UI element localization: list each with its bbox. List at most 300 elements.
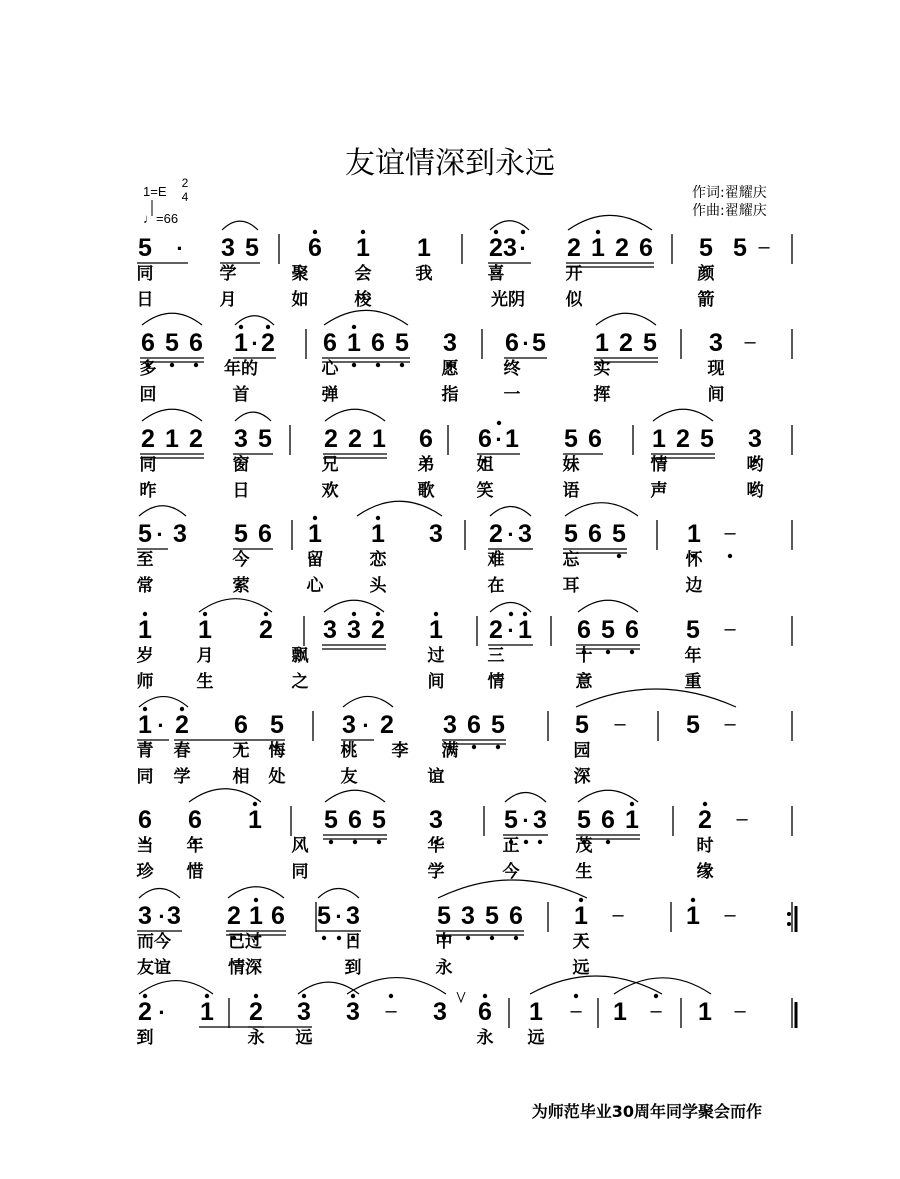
lyric-2: 笑 bbox=[476, 481, 494, 501]
lyric-2: 惜 bbox=[186, 862, 204, 882]
note: 2 bbox=[615, 234, 629, 262]
lyric-1: 终 bbox=[503, 359, 521, 379]
sustain-dash: – bbox=[724, 618, 736, 640]
dot-mark: · bbox=[522, 331, 530, 356]
lyric-2: 耳 bbox=[562, 576, 580, 596]
slur bbox=[568, 215, 652, 230]
sustain-dash: – bbox=[734, 1000, 746, 1022]
note: 1 bbox=[652, 425, 666, 453]
low-octave-dot bbox=[194, 363, 198, 367]
low-octave-dot bbox=[606, 840, 610, 844]
note: 5 bbox=[485, 902, 499, 930]
note: 6 bbox=[505, 329, 519, 357]
dot-mark: · bbox=[158, 1000, 166, 1025]
lyric-1: 春 bbox=[173, 741, 191, 761]
note: 6 bbox=[188, 806, 202, 834]
lyric-2: 师 bbox=[136, 672, 154, 692]
lyric-2: 如 bbox=[291, 290, 309, 310]
slur bbox=[490, 507, 531, 516]
low-octave-dot bbox=[337, 936, 341, 940]
note: 1 bbox=[372, 425, 386, 453]
note: 5 bbox=[491, 711, 505, 739]
low-octave-dot bbox=[617, 554, 621, 558]
lyric-1: 园 bbox=[573, 741, 591, 761]
lyric-1: 会 bbox=[354, 264, 372, 284]
dot-mark: · bbox=[507, 618, 515, 643]
dot-mark: · bbox=[158, 904, 166, 929]
lyric-1: 年 bbox=[684, 646, 702, 666]
slur bbox=[228, 887, 284, 898]
note: 6 bbox=[588, 425, 602, 453]
note: 6 bbox=[138, 806, 152, 834]
lyric-2: 情深 bbox=[228, 958, 262, 978]
note: 2 bbox=[489, 520, 503, 548]
low-octave-dot bbox=[728, 554, 732, 558]
note: 6 bbox=[271, 902, 285, 930]
note: 5 bbox=[699, 234, 713, 262]
slur bbox=[139, 889, 180, 898]
lyric-1: 无 bbox=[232, 741, 250, 761]
note: 6 bbox=[509, 902, 523, 930]
low-octave-dot bbox=[630, 650, 634, 654]
lyric-2: 在 bbox=[487, 576, 505, 596]
lyric-1: 青 bbox=[136, 741, 154, 761]
slur bbox=[325, 409, 385, 421]
high-octave-dot bbox=[509, 612, 513, 616]
note: 2 bbox=[489, 234, 503, 262]
lyric-2: 情 bbox=[487, 672, 505, 692]
slur bbox=[139, 506, 186, 516]
lyric-2: 指 bbox=[441, 385, 459, 405]
note: 3 bbox=[533, 806, 547, 834]
slur bbox=[139, 981, 213, 994]
note: 5 bbox=[437, 902, 451, 930]
lyric-2: 光阴 bbox=[491, 290, 525, 310]
low-octave-dot bbox=[400, 363, 404, 367]
note: 6 bbox=[141, 329, 155, 357]
low-octave-dot bbox=[352, 363, 356, 367]
lyric-2: 常 bbox=[136, 576, 154, 596]
lyric-1: 李 bbox=[391, 741, 409, 761]
dot-mark: · bbox=[156, 522, 164, 547]
note: 2 bbox=[489, 616, 503, 644]
lyric-2: 珍 bbox=[136, 862, 154, 882]
note: 5 bbox=[564, 425, 578, 453]
dot-mark: · bbox=[251, 331, 259, 356]
lyric-2: 首 bbox=[232, 385, 250, 405]
note: 3 bbox=[748, 425, 762, 453]
note: 1 bbox=[505, 425, 519, 453]
low-octave-dot bbox=[170, 363, 174, 367]
low-octave-dot bbox=[376, 363, 380, 367]
note: 1 bbox=[234, 329, 248, 357]
sustain-dash: – bbox=[744, 331, 756, 353]
lyric-2: 歌 bbox=[417, 481, 435, 501]
lyric-1: 留 bbox=[306, 550, 324, 570]
note: 1 bbox=[308, 520, 322, 548]
lyric-1: 远 bbox=[295, 1028, 313, 1048]
lyric-2: 箭 bbox=[697, 290, 715, 310]
dot-mark: · bbox=[519, 236, 527, 261]
note: 6 bbox=[577, 616, 591, 644]
note: 3 bbox=[323, 616, 337, 644]
note: 2 bbox=[138, 998, 152, 1026]
note: 6 bbox=[478, 998, 492, 1026]
note: 5 bbox=[395, 329, 409, 357]
note: 2 bbox=[371, 616, 385, 644]
dot-mark: · bbox=[495, 427, 503, 452]
lyric-2: 友 bbox=[340, 767, 358, 787]
note: 1 bbox=[687, 520, 701, 548]
high-octave-dot bbox=[389, 994, 393, 998]
slur bbox=[530, 976, 662, 994]
note: 3 bbox=[443, 711, 457, 739]
note: 3 bbox=[429, 806, 443, 834]
slur bbox=[490, 221, 529, 230]
lyric-1: 姐 bbox=[476, 455, 494, 475]
lyric-1: 兄 bbox=[321, 455, 339, 475]
lyric-2: 语 bbox=[562, 481, 580, 501]
lyric-2: 学 bbox=[427, 862, 445, 882]
note: 1 bbox=[200, 998, 214, 1026]
note: 6 bbox=[467, 711, 481, 739]
note: 1 bbox=[371, 520, 385, 548]
note: 1 bbox=[198, 616, 212, 644]
note: 1 bbox=[417, 234, 431, 262]
note: 2 bbox=[189, 425, 203, 453]
slur bbox=[324, 600, 384, 612]
lyric-1: 正 bbox=[502, 836, 520, 856]
lyric-1: 日 bbox=[344, 932, 362, 952]
lyric-1: 风 bbox=[291, 836, 309, 856]
slur bbox=[578, 790, 638, 802]
lyric-1: 华 bbox=[427, 836, 445, 856]
note: 2 bbox=[348, 425, 362, 453]
slur bbox=[357, 501, 442, 516]
lyric-2: 日 bbox=[232, 481, 250, 501]
note: 1 bbox=[138, 711, 152, 739]
slur bbox=[199, 599, 272, 612]
lyric-1: 弟 bbox=[417, 455, 435, 475]
lyric-1: 同 bbox=[139, 455, 157, 475]
lyric-2: 生 bbox=[196, 672, 214, 692]
lyric-2: 欢 bbox=[321, 481, 339, 501]
note: 6 bbox=[601, 806, 615, 834]
repeat-dot bbox=[787, 912, 791, 916]
slur bbox=[565, 503, 638, 516]
low-octave-dot bbox=[472, 745, 476, 749]
note: 6 bbox=[348, 806, 362, 834]
lyric-2: 昨 bbox=[139, 481, 157, 501]
lyric-2: 哟 bbox=[746, 481, 764, 501]
lyric-1: 悔 bbox=[268, 741, 286, 761]
tempo-value: =66 bbox=[156, 211, 179, 226]
note: 1 bbox=[248, 806, 262, 834]
lyric-1: 年 bbox=[186, 836, 204, 856]
lyric-2: 谊 bbox=[427, 767, 445, 787]
note: 5 bbox=[138, 234, 152, 262]
lyric-1: 三 bbox=[487, 646, 505, 666]
lyric-1: 忘 bbox=[562, 550, 580, 570]
note: 3 bbox=[173, 520, 187, 548]
lyric-2: 日 bbox=[136, 290, 154, 310]
lyric-2: 弹 bbox=[321, 385, 339, 405]
lyric-1: 实 bbox=[593, 359, 611, 379]
note: 3 bbox=[433, 998, 447, 1026]
note: 6 bbox=[234, 711, 248, 739]
note: 5 bbox=[700, 425, 714, 453]
lyric-1: 恋 bbox=[369, 550, 387, 570]
low-octave-dot bbox=[322, 936, 326, 940]
note: 1 bbox=[591, 234, 605, 262]
note: 5 bbox=[138, 520, 152, 548]
note: 6 bbox=[323, 329, 337, 357]
dot-mark: · bbox=[157, 713, 165, 738]
note: 2 bbox=[698, 806, 712, 834]
note: 3 bbox=[342, 711, 356, 739]
low-octave-dot bbox=[353, 840, 357, 844]
time-signature-bottom: 4 bbox=[181, 190, 189, 204]
note: 1 bbox=[625, 806, 639, 834]
slur bbox=[324, 310, 408, 325]
lyric-2: 回 bbox=[139, 385, 157, 405]
lyric-1: 远 bbox=[527, 1028, 545, 1048]
lyric-1: 妹 bbox=[562, 455, 580, 475]
low-octave-dot bbox=[496, 745, 500, 749]
note: 5 bbox=[317, 902, 331, 930]
low-octave-dot bbox=[466, 936, 470, 940]
lyricist-credit: 作词:翟耀庆 bbox=[692, 185, 767, 201]
note: 5 bbox=[258, 425, 272, 453]
lyric-2: 同 bbox=[136, 767, 154, 787]
note: 5 bbox=[575, 711, 589, 739]
lyric-1: 飘 bbox=[291, 646, 309, 666]
sustain-dash: – bbox=[385, 1000, 397, 1022]
note: 3 bbox=[461, 902, 475, 930]
sustain-dash: – bbox=[736, 808, 748, 830]
sustain-dash: – bbox=[650, 1000, 662, 1022]
dot-mark: · bbox=[507, 522, 515, 547]
note: 5 bbox=[504, 806, 518, 834]
note: 2 bbox=[249, 998, 263, 1026]
lyric-1: 愿 bbox=[441, 359, 459, 379]
lyric-2: 萦 bbox=[232, 576, 250, 596]
lyric-2: 缘 bbox=[696, 862, 714, 882]
lyric-2: 头 bbox=[369, 576, 387, 596]
lyric-2: 边 bbox=[685, 576, 703, 596]
slur bbox=[653, 409, 713, 421]
note: 5 bbox=[643, 329, 657, 357]
note: 5 bbox=[601, 616, 615, 644]
note: 2 bbox=[567, 234, 581, 262]
breath-mark bbox=[457, 992, 465, 1002]
low-octave-dot bbox=[538, 840, 542, 844]
dot-mark: · bbox=[335, 904, 343, 929]
sustain-dash: – bbox=[614, 713, 626, 735]
note: 6 bbox=[308, 234, 322, 262]
low-octave-dot bbox=[329, 840, 333, 844]
note: 1 bbox=[429, 616, 443, 644]
slur bbox=[222, 221, 258, 230]
note: 3 bbox=[503, 234, 517, 262]
lyric-1: 同 bbox=[136, 264, 154, 284]
sustain-dash: – bbox=[724, 904, 736, 926]
note: 3 bbox=[429, 520, 443, 548]
slur bbox=[576, 689, 736, 707]
lyric-2: 一 bbox=[503, 385, 521, 405]
lyric-1: 满 bbox=[441, 741, 459, 761]
note: 3 bbox=[234, 425, 248, 453]
lyric-1: 学 bbox=[219, 264, 237, 284]
note: 3 bbox=[518, 520, 532, 548]
note: 3 bbox=[346, 902, 360, 930]
lyric-1: 十 bbox=[575, 646, 593, 666]
lyric-1: 情 bbox=[650, 455, 668, 475]
note: 5 bbox=[577, 806, 591, 834]
note: 3 bbox=[297, 998, 311, 1026]
note: 5 bbox=[686, 711, 700, 739]
lyric-1: 我 bbox=[415, 264, 433, 284]
lyric-1: 哟 bbox=[746, 455, 764, 475]
slur bbox=[235, 316, 274, 325]
lyric-1: 过 bbox=[427, 646, 445, 666]
dot-mark: · bbox=[522, 808, 530, 833]
note: 5 bbox=[686, 616, 700, 644]
note: 6 bbox=[588, 520, 602, 548]
high-octave-dot bbox=[574, 994, 578, 998]
note: 5 bbox=[372, 806, 386, 834]
note: 2 bbox=[227, 902, 241, 930]
dot-mark: · bbox=[362, 713, 370, 738]
lyric-2: 心 bbox=[306, 576, 324, 596]
lyric-2: 意 bbox=[575, 672, 593, 692]
lyric-1: 岁 bbox=[136, 646, 154, 666]
key-signature: 1=E bbox=[143, 184, 167, 199]
lyric-2: 月 bbox=[219, 290, 237, 310]
slur bbox=[235, 412, 271, 421]
note: 3 bbox=[347, 616, 361, 644]
note: 5 bbox=[165, 329, 179, 357]
note: 1 bbox=[595, 329, 609, 357]
note: 3 bbox=[709, 329, 723, 357]
low-octave-dot bbox=[377, 840, 381, 844]
high-octave-dot bbox=[654, 994, 658, 998]
lyric-2: 间 bbox=[707, 385, 725, 405]
note: 6 bbox=[258, 520, 272, 548]
note: 6 bbox=[371, 329, 385, 357]
lyric-1: 年的 bbox=[224, 359, 258, 379]
lyric-1: 怀 bbox=[685, 550, 703, 570]
time-signature-top: 2 bbox=[181, 176, 189, 190]
high-octave-dot bbox=[497, 421, 501, 425]
note: 5 bbox=[733, 234, 747, 262]
lyric-1: 心 bbox=[321, 359, 339, 379]
note: 5 bbox=[324, 806, 338, 834]
lyric-1: 颜 bbox=[697, 264, 715, 284]
lyric-1: 难 bbox=[487, 550, 505, 570]
lyric-1: 至 bbox=[136, 550, 154, 570]
note: 1 bbox=[347, 329, 361, 357]
lyric-1: 天 bbox=[572, 932, 590, 952]
note: 1 bbox=[698, 998, 712, 1026]
lyric-2: 到 bbox=[344, 958, 362, 978]
lyric-1: 永 bbox=[476, 1028, 494, 1048]
lyric-1: 时 bbox=[696, 836, 714, 856]
lyric-1: 月 bbox=[196, 646, 214, 666]
lyric-1: 永 bbox=[247, 1028, 265, 1048]
note: 1 bbox=[686, 902, 700, 930]
note: 3 bbox=[346, 998, 360, 1026]
note: 2 bbox=[261, 329, 275, 357]
note: 6 bbox=[625, 616, 639, 644]
lyric-2: 之 bbox=[291, 672, 309, 692]
dedication-footer: 为师范毕业30周年同学聚会而作 bbox=[531, 1102, 762, 1121]
note: 1 bbox=[529, 998, 543, 1026]
note: 2 bbox=[324, 425, 338, 453]
note: 3 bbox=[221, 234, 235, 262]
lyric-2: 生 bbox=[575, 862, 593, 882]
lyric-1: 到 bbox=[136, 1028, 154, 1048]
lyric-1: 中 bbox=[435, 932, 453, 952]
sustain-dash: – bbox=[724, 522, 736, 544]
note: 1 bbox=[356, 234, 370, 262]
lyric-1: 今 bbox=[232, 550, 250, 570]
slur bbox=[189, 789, 261, 802]
lyric-1: 多 bbox=[139, 359, 157, 379]
composer-credit: 作曲:翟耀庆 bbox=[692, 203, 767, 219]
lyric-1: 桃 bbox=[340, 741, 358, 761]
lyric-1: 已过 bbox=[228, 932, 262, 952]
note: 2 bbox=[175, 711, 189, 739]
lyric-1: 现 bbox=[707, 359, 725, 379]
lyric-1: 喜 bbox=[487, 264, 505, 284]
slur bbox=[490, 603, 531, 612]
note: 1 bbox=[138, 616, 152, 644]
sustain-dash: – bbox=[724, 713, 736, 735]
note: 5 bbox=[564, 520, 578, 548]
low-octave-dot bbox=[490, 936, 494, 940]
sustain-dash: – bbox=[612, 904, 624, 926]
note: 6 bbox=[639, 234, 653, 262]
lyric-2: 同 bbox=[291, 862, 309, 882]
lyric-2: 重 bbox=[684, 672, 702, 692]
note: 1 bbox=[249, 902, 263, 930]
note: 5 bbox=[612, 520, 626, 548]
dot-mark: · bbox=[176, 236, 184, 261]
note: 5 bbox=[245, 234, 259, 262]
note: 2 bbox=[259, 616, 273, 644]
high-octave-dot bbox=[521, 230, 525, 234]
lyric-1: 聚 bbox=[291, 264, 309, 284]
repeat-dot bbox=[787, 922, 791, 926]
note: 1 bbox=[574, 902, 588, 930]
lyric-2: 远 bbox=[572, 958, 590, 978]
lyric-1: 开 bbox=[565, 264, 583, 284]
note: 5 bbox=[234, 520, 248, 548]
lyric-2: 间 bbox=[427, 672, 445, 692]
low-octave-dot bbox=[514, 936, 518, 940]
note: 6 bbox=[189, 329, 203, 357]
note: 6 bbox=[419, 425, 433, 453]
lyric-1: 当 bbox=[136, 836, 154, 856]
lyric-2: 学 bbox=[173, 767, 191, 787]
note: 1 bbox=[613, 998, 627, 1026]
note: 1 bbox=[518, 616, 532, 644]
slur bbox=[318, 889, 359, 898]
slur bbox=[438, 880, 587, 898]
low-octave-dot bbox=[606, 650, 610, 654]
sustain-dash: – bbox=[758, 236, 770, 258]
